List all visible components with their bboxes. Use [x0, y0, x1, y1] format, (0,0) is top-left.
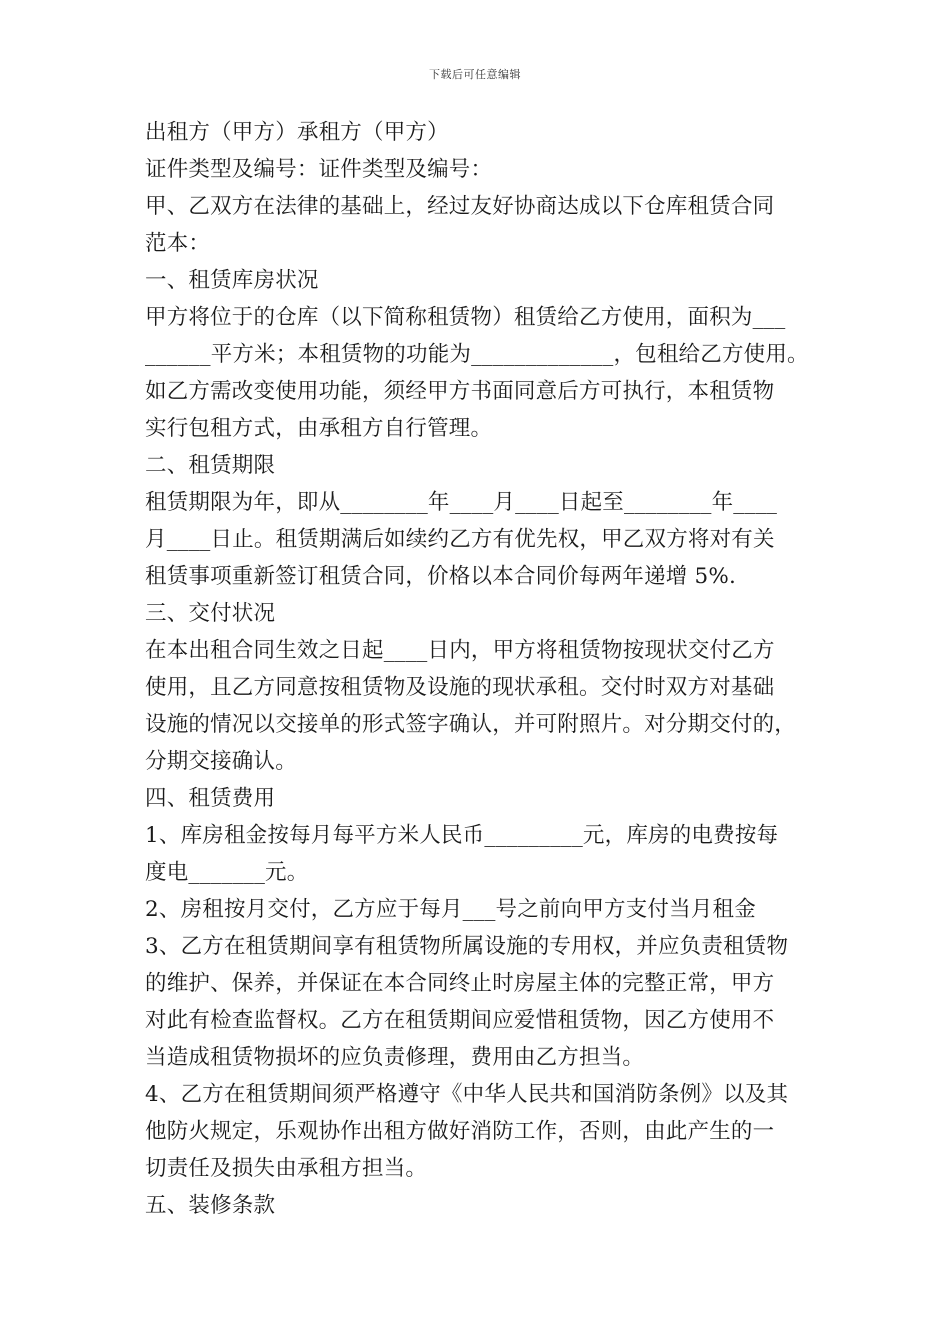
doc-line: 度电_______元。 — [145, 860, 309, 885]
doc-line: 3、乙方在租赁期间享有租赁物所属设施的专用权，并应负责租赁物 — [145, 934, 789, 959]
section-heading: 四、租赁费用 — [145, 786, 276, 811]
doc-line: 如乙方需改变使用功能，须经甲方书面同意后方可执行，本租赁物 — [145, 379, 775, 404]
doc-line: 4、乙方在租赁期间须严格遵守《中华人民共和国消防条例》以及其 — [145, 1082, 789, 1107]
doc-line: 对此有检查监督权。乙方在租赁期间应爱惜租赁物，因乙方使用不 — [145, 1008, 775, 1033]
doc-line: 实行包租方式，由承租方自行管理。 — [145, 416, 493, 441]
doc-line: 在本出租合同生效之日起____日内，甲方将租赁物按现状交付乙方 — [145, 638, 775, 663]
doc-line: 设施的情况以交接单的形式签字确认，并可附照片。对分期交付的， — [145, 712, 797, 737]
doc-line: 1、库房租金按每月每平方米人民币_________元，库房的电费按每 — [145, 823, 779, 848]
doc-line: 的维护、保养，并保证在本合同终止时房屋主体的完整正常，甲方 — [145, 971, 775, 996]
doc-line: 租赁期限为年，即从________年____月____日起至________年____ — [145, 490, 778, 515]
section-heading: 一、租赁库房状况 — [145, 268, 319, 293]
section-heading: 五、装修条款 — [145, 1193, 276, 1218]
doc-line: 切责任及损失由承租方担当。 — [145, 1156, 428, 1181]
document-body — [145, 114, 813, 1224]
doc-line: 2、房租按月交付，乙方应于每月___号之前向甲方支付当月租金 — [145, 897, 756, 922]
doc-line: 租赁事项重新签订租赁合同，价格以本合同价每两年递增 5%. — [145, 564, 737, 589]
doc-line: 分期交接确认。 — [145, 749, 297, 774]
section-heading: 二、租赁期限 — [145, 453, 276, 478]
doc-line: 月____日止。租赁期满后如续约乙方有优先权，甲乙双方将对有关 — [145, 527, 775, 552]
doc-line: 他防火规定，乐观协作出租方做好消防工作，否则，由此产生的一 — [145, 1119, 775, 1144]
doc-line: 当造成租赁物损坏的应负责修理，费用由乙方担当。 — [145, 1045, 645, 1070]
doc-line: 范本： — [145, 231, 211, 256]
doc-line: 甲、乙双方在法律的基础上，经过友好协商达成以下仓库租赁合同 — [145, 194, 775, 219]
doc-line: 使用，且乙方同意按租赁物及设施的现状承租。交付时双方对基础 — [145, 675, 775, 700]
doc-line: 证件类型及编号：证件类型及编号： — [145, 157, 493, 182]
doc-line: ______平方米；本租赁物的功能为_____________，包租给乙方使用。 — [145, 342, 809, 367]
section-heading: 三、交付状况 — [145, 601, 276, 626]
doc-line: 甲方将位于的仓库（以下简称租赁物）租赁给乙方使用，面积为___ — [145, 305, 786, 330]
doc-line: 出租方（甲方）承租方（甲方） — [145, 120, 449, 145]
page-header-note: 下载后可任意编辑 — [429, 68, 521, 81]
